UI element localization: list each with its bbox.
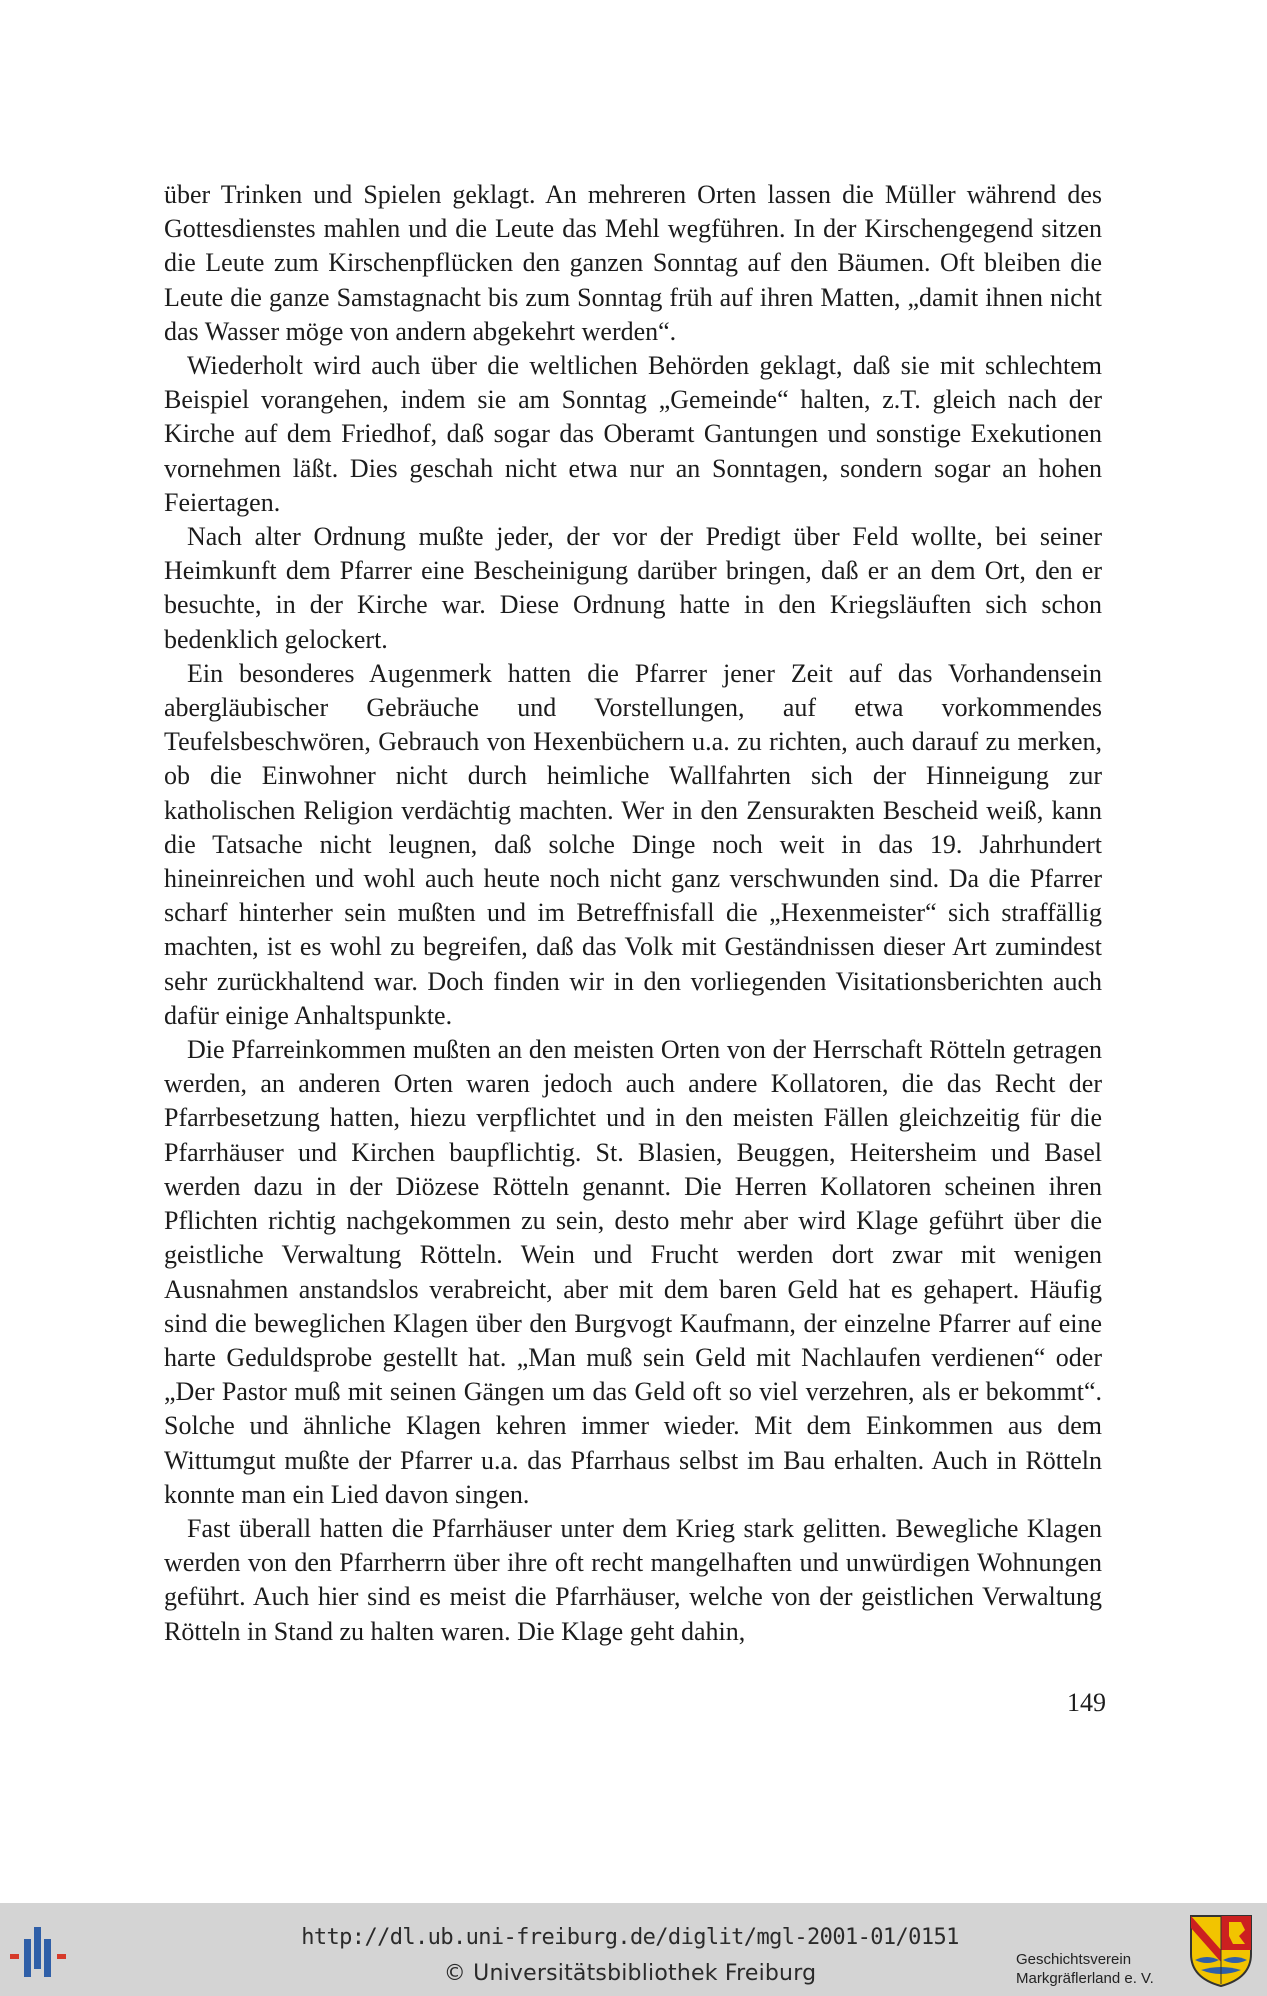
document-url-link[interactable]: http://dl.ub.uni-freiburg.de/diglit/mgl-2001-01/0151 bbox=[301, 1925, 959, 1950]
coat-of-arms-icon bbox=[1189, 1914, 1253, 1988]
footer-bar bbox=[0, 1903, 1267, 1996]
paragraph: Ein besonderes Augenmerk hatten die Pfarrer jener Zeit auf das Vorhandensein abergläubischer Gebräuche und Vorstellungen, auf etwa vorkommendes Teufelsbeschwören, Gebrauch von Hexenbüchern u.a. zu richten, auch darauf zu merken, ob die Einwohner nicht durch heimliche Wallfahrten sich der Hinneigung zur katholischen Religion verdächtig machten. Wer in den Zensurakten Bescheid weiß, kann die Tatsache nicht leugnen, daß solche Dinge noch weit in das 19. Jahrhundert hineinreichen und wohl auch heute noch nicht ganz verschwunden sind. Da die Pfarrer scharf hinterher sein mußten und im Betreffnisfall die „Hexenmeister“ sich straffällig machten, ist es wohl zu begreifen, daß das Volk mit Geständnissen dieser Art zumindest sehr zurückhaltend war. Doch finden wir in den vorliegenden Visitationsberichten auch dafür einige Anhaltspunkte. bbox=[164, 658, 1102, 1030]
paragraph: über Trinken und Spielen geklagt. An mehreren Orten lassen die Müller während des Gottesdienstes mahlen und die Leute das Mehl wegführen. In der Kirschengegend sitzen die Leute zum Kirschenpflücken den ganzen Sonntag auf den Bäumen. Oft bleiben die Leute die ganze Samstagnacht bis zum Sonntag früh auf ihren Matten, „damit ihnen nicht das Wasser möge von andern abgekehrt werden“. bbox=[164, 180, 1102, 346]
paragraph: Die Pfarreinkommen mußten an den meisten Orten von der Herrschaft Rötteln getragen werden, an anderen Orten waren jedoch auch andere Kollatoren, die das Recht der Pfarrbesetzung hatten, hiezu verpflichtet und in den meisten Fällen gleichzeitig für die Pfarrhäuser und Kirchen baupflichtig. St. Blasien, Beuggen, Heitersheim und Basel werden dazu in der Diözese Rötteln genannt. Die Herren Kollatoren scheinen ihren Pflichten richtig nachgekommen zu sein, desto mehr aber wird Klage geführt über die geistliche Verwaltung Rötteln. Wein und Frucht werden dort zwar mit wenigen Ausnahmen anstandslos verabreicht, aber mit dem baren Geld hat es gehapert. Häufig sind die beweglichen Klagen über den Burgvogt Kaufmann, der einzelne Pfarrer auf eine harte Geduldsprobe gestellt hat. „Man muß sein Geld mit Nachlaufen verdienen“ oder „Der Pastor muß mit seinen Gängen um das Geld oft so viel verzehren, als er bekommt“. Solche und ähnliche Klagen kehren immer wieder. Mit dem Einkommen aus dem Wittumgut mußte der Pfarrer u.a. das Pfarrhaus selbst im Bau erhalten. Auch in Rötteln konnte man ein Lied davon singen. bbox=[164, 1035, 1102, 1509]
paragraph: Fast überall hatten die Pfarrhäuser unter dem Krieg stark gelitten. Bewegliche Klagen werden von den Pfarrherrn über ihre oft recht mangelhaften und unwürdigen Wohnungen geführt. Auch hier sind es meist die Pfarrhäuser, welche von der geistlichen Verwaltung Rötteln in Stand zu halten waren. Die Klage geht dahin, bbox=[164, 1513, 1102, 1646]
society-name-line: Markgräflerland e. V. bbox=[1016, 1970, 1154, 1987]
copyright-text: © Universitätsbibliothek Freiburg bbox=[443, 1961, 817, 1986]
paragraph: Wiederholt wird auch über die weltlichen Behörden geklagt, daß sie mit schlechtem Beispiel vorangehen, indem sie am Sonntag „Gemeinde“ halten, z.T. gleich nach der Kirche auf dem Friedhof, daß sogar das Oberamt Gantungen und sonstige Exekutionen vornehmen läßt. Dies geschah nicht etwa nur an Sonntagen, sondern sogar an hohen Feiertagen. bbox=[164, 351, 1102, 517]
society-name bbox=[1016, 1950, 1186, 1988]
society-name-line: Geschichtsverein bbox=[1016, 1951, 1132, 1968]
ub-freiburg-logo-icon bbox=[8, 1921, 80, 1981]
page-number: 149 bbox=[1067, 1688, 1106, 1717]
body-text bbox=[164, 178, 1102, 1649]
paragraph: Nach alter Ordnung mußte jeder, der vor der Predigt über Feld wollte, bei seiner Heimkunft dem Pfarrer eine Bescheinigung darüber bringen, daß er an dem Ort, den er besuchte, in der Kirche war. Diese Ordnung hatte in den Kriegsläuften sich schon bedenklich gelockert. bbox=[164, 522, 1102, 654]
